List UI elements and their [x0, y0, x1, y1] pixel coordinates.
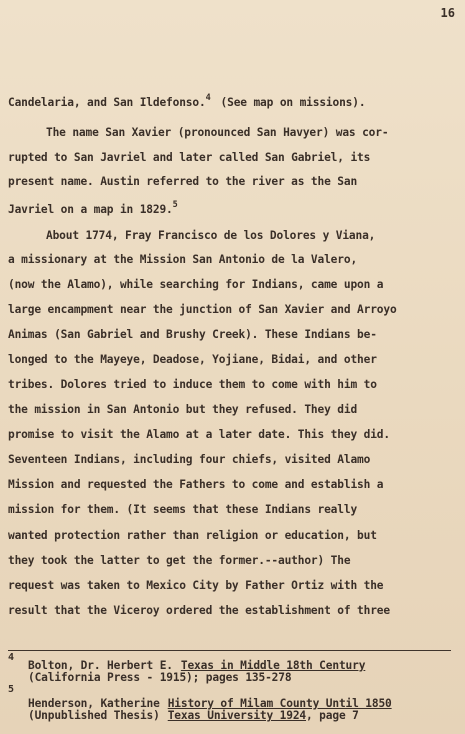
body-line-10: Animas (San Gabriel and Brushy Creek). These Indians be- [8, 328, 377, 341]
footnote-4-line-2: (California Press - 1915); pages 135-278 [28, 671, 292, 684]
footnote-4-author: Bolton, Dr. Herbert E. [28, 659, 173, 672]
body-line-21: result that the Viceroy ordered the establishment of three [8, 604, 390, 617]
page-number: 16 [440, 6, 455, 20]
body-line-13: the mission in San Antonio but they refused. They did [8, 403, 358, 416]
body-line-20: request was taken to Mexico City by Father Ortiz with the [8, 579, 384, 592]
footnote-ref-4: 4 [205, 93, 211, 103]
body-line-8: (now the Alamo), while searching for Indians, came upon a [8, 278, 384, 291]
body-line-15: Seventeen Indians, including four chiefs, visited Alamo [8, 453, 371, 466]
footnote-5-title: History of Milam County Until 1850 [167, 697, 392, 710]
body-line-6: About 1774, Fray Francisco de los Dolores y Viana, [46, 229, 376, 242]
footnote-ref-5: 5 [172, 200, 178, 210]
footnote-5-line-2 [28, 709, 465, 723]
footnote-5-status: (Unpublished Thesis) [28, 709, 160, 722]
footnote-mark-4: 4 [8, 652, 15, 663]
body-line-3: rupted to San Javriel and later called San Gabriel, its [8, 151, 371, 164]
footnote-5-author: Henderson, Katherine [28, 697, 160, 710]
body-line-17: mission for them. (It seems that these Indians really [8, 503, 358, 516]
body-line-14: promise to visit the Alamo at a later date. This they did. [8, 428, 390, 441]
footnote-5-page: , page 7 [306, 709, 359, 722]
body-line-12: tribes. Dolores tried to induce them to come with him to [8, 378, 377, 391]
body-line-9: large encampment near the junction of San Xavier and Arroyo [8, 303, 397, 316]
body-line-1-text: Candelaria, and San Ildefonso. [8, 96, 206, 109]
body-line-11: longed to the Mayeye, Deadose, Yojiane, Bidai, and other [8, 353, 377, 366]
body-line-16: Mission and requested the Fathers to come and establish a [8, 478, 384, 491]
body-line-7: a missionary at the Mission San Antonio de la Valero, [8, 253, 358, 266]
body-line-18: wanted protection rather than religion or education, but [8, 529, 377, 542]
body-line-1 [8, 93, 465, 111]
body-line-1-tail: (See map on missions). [220, 96, 366, 109]
body-line-5-text: Javriel on a map in 1829. [8, 203, 173, 216]
footnote-4-title: Texas in Middle 18th Century [180, 659, 366, 672]
footnote-5-institution: Texas University 1924 [167, 709, 307, 722]
footnote-mark-5: 5 [8, 684, 15, 695]
body-line-5 [8, 200, 465, 218]
body-line-19: they took the latter to get the former.--author) The [8, 554, 351, 567]
body-line-4: present name. Austin referred to the river as the San [8, 175, 358, 188]
footnote-divider [8, 650, 451, 651]
body-line-2: The name San Xavier (pronounced San Havyer) was cor- [46, 126, 389, 139]
